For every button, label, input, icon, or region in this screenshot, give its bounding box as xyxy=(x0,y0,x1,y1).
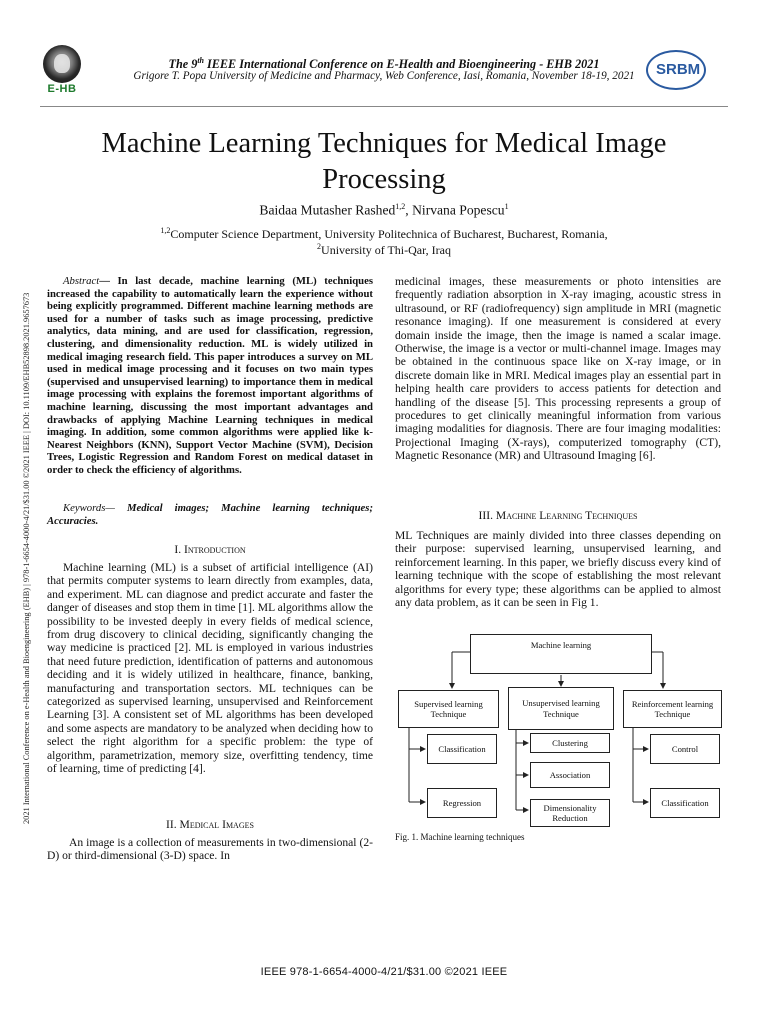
authors: Baidaa Mutasher Rashed$^{1,2}$, Nirvana Popescu$^1$ xyxy=(259,202,509,218)
figure-caption: Fig. 1. Machine learning techniques xyxy=(395,832,525,842)
node-association: Association xyxy=(530,762,610,788)
section-heading-ml-techniques: III. Machine Learning Techniques xyxy=(478,509,638,522)
abstract: Abstract— In last decade, machine learning (ML) techniques increased the capability to automatically learn the experience without being explicitly programmed. Different machine learning methods are used for a number of tasks such as image processing, predictive analytics, data mining, and are used for classification, regression, clustering, and dimensionality reduction. ML is widely utilized in medical imaging research field. This paper introduces a survey on ML used in medical image processing and it focuses on two main types (supervised and unsupervised learning) to importance them in medical image processing with explains the foremost important algorithms of machine learning, discussing the most important advantages and drawbacks of applying Machine Learning techniques in medical imaging. In addition, some common algorithms were applied like k-Nearest Neighbors (KNN), Support Vector Machine (SVM), Decision Trees, Logistic Regression and Random Forest on medical dataset in order to check the efficiency of algorithms. xyxy=(47,275,373,476)
paper-title: Machine Learning Techniques for Medical Image Processing xyxy=(101,128,667,195)
section-heading-introduction: I. Introduction xyxy=(174,543,246,556)
node-reinforcement: Reinforcement learning Technique xyxy=(623,690,722,728)
medical-images-text-continued: medicinal images, these measurements or photo intensities are frequently radiation absorption in X-ray imaging, acoustic stress in ultrasound, or RF (radiofrequency) sign amplitude in MRI (magnetic resonance imaging). If one measurement is considered at every domain inside the image, then the image is named a scalar image. Otherwise, the image is a vector or multi-channel image. Images may be obtained in the continuous space like on X-ray image, or in discrete domain like in MRI. Medical images play an essential part in helping health care providers to access patients for detection and handling of the disease [5]. This processing represents a group of procedures to get clinically meaningful information from various imaging modalities for diagnosis. There are four imaging modalities: Projectional Imaging (X-rays), computerized tomography (CT), Magnetic Resonance (MR) and Ultrasound Imaging [6]. xyxy=(395,275,721,463)
medical-images-text: An image is a collection of measurements in two-dimensional (2-D) or third-dimensional (3-D) space. In xyxy=(47,836,373,863)
node-sup-classification: Classification xyxy=(427,734,497,764)
node-machine-learning: Machine learning xyxy=(470,634,652,674)
node-sup-regression: Regression xyxy=(427,788,497,818)
skull-icon xyxy=(54,54,70,73)
ehb-logo xyxy=(40,45,84,97)
doi-sidebar: 2021 International Conference on e-Health and Bioengineering (EHB) | 978-1-6654-4000-4/21/$31.00 ©2021 IEEE | DOI: 10.1109/EHB52898.2021.9657673 xyxy=(22,292,31,824)
node-unsupervised: Unsupervised learning Technique xyxy=(508,687,614,730)
ehb-logo-text: E-HB xyxy=(47,83,77,95)
node-clustering: Clustering xyxy=(530,733,610,753)
ml-techniques-text: ML Techniques are mainly divided into three classes depending on their purpose: supervised learning, unsupervised learning, and reinforcement learning. In this paper, we briefly discuss every kind of learning technique with the scope of establishing the most relevant algorithms for every type; these algorithms can be applied to almost any data problem, as it can be seen in Fig 1. xyxy=(395,529,721,610)
header-divider xyxy=(40,106,728,107)
footer-copyright: IEEE 978-1-6654-4000-4/21/$31.00 ©2021 IEEE xyxy=(260,966,508,978)
venue-line: Grigore T. Popa University of Medicine and Pharmacy, Web Conference, Iasi, Romania, November 18-19, 2021 xyxy=(133,70,635,82)
srbm-logo-text: SRBM xyxy=(656,61,701,78)
keywords: Keywords— Medical images; Machine learning techniques; Accuracies. xyxy=(47,502,373,527)
affiliation-2: $^2$University of Thi-Qar, Iraq xyxy=(317,242,451,257)
node-rl-classification: Classification xyxy=(650,788,720,818)
introduction-text: Machine learning (ML) is a subset of artificial intelligence (AI) that permits computer systems to learn directly from examples, data, and experiment. ML can diagnose and predict accurate and faster the danger of diseases and stop them in time [1]. ML algorithms allow the possibility to be invested deeply in every fields of medical science, from drug discovery to clinical deciding, significantly changing the way medicine is practiced [2]. ML is employed in various industries that need future prediction, identification of patterns and autonomous deciding and it is widely utilized in healthcare, finance, banking, manufacturing and transportation sectors. ML techniques can be categorized as supervised learning, unsupervised and Reinforcement Learning [3]. A consistent set of ML algorithms has been developed and some aspects are mandatory to be analyzed when deciding how to select the right algorithm for a specific problem: the type of algorithm, parametrization, memory size, overfitting tendency, time of learning, time of predicting [4]. xyxy=(47,561,373,776)
section-heading-medical-images: II. Medical Images xyxy=(166,818,254,831)
node-supervised: Supervised learning Technique xyxy=(398,690,499,728)
node-rl-control: Control xyxy=(650,734,720,764)
affiliation-1: $^{1,2}$Computer Science Department, University Politechnica of Bucharest, Bucharest, Romania, xyxy=(160,226,608,241)
conference-line: The 9th IEEE International Conference on E-Health and Bioengineering - EHB 2021 xyxy=(168,56,600,72)
abstract-label: Abstract xyxy=(63,275,100,287)
figure-ml-techniques xyxy=(395,632,725,832)
node-dimensionality-reduction: Dimensionality Reduction xyxy=(530,799,610,827)
